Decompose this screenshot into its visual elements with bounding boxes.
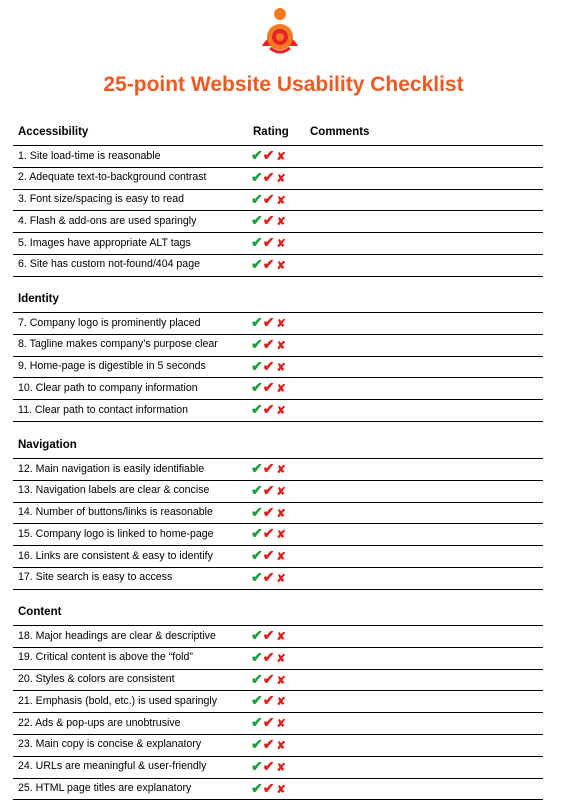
rating-options <box>251 358 286 375</box>
red-x-icon[interactable]: ✘ <box>276 696 286 709</box>
red-x-icon[interactable]: ✘ <box>276 361 286 374</box>
rating-options <box>251 649 286 666</box>
section-navigation <box>13 436 543 590</box>
red-check-icon[interactable]: ✔ <box>262 335 275 352</box>
red-x-icon[interactable]: ✘ <box>276 631 286 643</box>
checklist-item-label: 22. Ads & pop-ups are unobtrusive <box>18 716 181 729</box>
checklist-item-label: 12. Main navigation is easily identifiable <box>18 462 205 475</box>
checklist-item-label: 13. Navigation labels are clear & concise <box>18 484 210 497</box>
red-check-icon[interactable]: ✔ <box>262 255 275 272</box>
checklist-item-label: 8. Tagline makes company’s purpose clear <box>18 338 218 351</box>
checklist-item-label: 2. Adequate text-to-background contrast <box>18 171 207 184</box>
section-accessibility <box>13 123 543 277</box>
green-check-icon[interactable]: ✔ <box>251 692 263 709</box>
checklist-row <box>13 233 543 255</box>
green-check-icon[interactable]: ✔ <box>251 757 263 774</box>
checklist-row <box>13 190 543 212</box>
checklist-logo-icon <box>256 6 304 54</box>
page-title: 25-point Website Usability Checklist <box>103 73 464 96</box>
green-check-icon[interactable]: ✔ <box>251 190 263 207</box>
checklist-item-label: 4. Flash & add-ons are used sparingly <box>18 214 197 227</box>
section-content <box>13 603 543 800</box>
red-check-icon[interactable]: ✔ <box>262 757 275 774</box>
section-header <box>13 123 543 145</box>
checklist-row <box>13 335 543 357</box>
checklist-rows <box>13 145 543 277</box>
red-check-icon[interactable]: ✔ <box>262 234 275 251</box>
red-x-icon[interactable]: ✘ <box>276 718 286 731</box>
checklist-item-label: 16. Links are consistent & easy to identify <box>18 549 213 562</box>
red-check-icon[interactable]: ✔ <box>262 401 275 418</box>
section-header <box>13 603 543 625</box>
checklist-row <box>13 735 543 757</box>
checklist-item-label: 25. HTML page titles are explanatory <box>18 782 192 795</box>
rating-options <box>251 401 286 418</box>
green-check-icon[interactable]: ✔ <box>251 379 263 396</box>
red-x-icon[interactable]: ✘ <box>276 652 286 665</box>
red-check-icon[interactable]: ✔ <box>262 379 275 396</box>
green-check-icon[interactable]: ✔ <box>251 503 263 520</box>
green-check-icon[interactable]: ✔ <box>251 481 263 498</box>
checklist-item-label: 11. Clear path to contact information <box>18 403 188 416</box>
green-check-icon[interactable]: ✔ <box>251 714 263 731</box>
checklist-item-label: 6. Site has custom not-found/404 page <box>18 258 200 271</box>
rating-options <box>251 547 286 564</box>
red-x-icon[interactable]: ✘ <box>276 464 286 476</box>
red-check-icon[interactable]: ✔ <box>262 168 275 185</box>
section-title: Identity <box>18 293 59 305</box>
red-x-icon[interactable]: ✘ <box>276 383 286 396</box>
rating-options <box>251 627 286 644</box>
checklist-item-label: 15. Company logo is linked to home-page <box>18 527 214 540</box>
section-title: Content <box>18 606 62 618</box>
checklist-item-label: 20. Styles & colors are consistent <box>18 673 175 686</box>
checklist-row <box>13 357 543 379</box>
checklist-item-label: 21. Emphasis (bold, etc.) is used sparingly <box>18 694 218 707</box>
checklist-item-label: 14. Number of buttons/links is reasonable <box>18 506 213 519</box>
rating-options <box>251 460 286 477</box>
rating-options <box>251 780 286 797</box>
red-check-icon[interactable]: ✔ <box>262 648 275 665</box>
rating-column-header: Rating <box>253 126 289 138</box>
comments-column-header: Comments <box>310 126 370 138</box>
red-x-icon[interactable]: ✘ <box>276 151 286 163</box>
rating-options <box>251 212 286 229</box>
red-x-icon[interactable]: ✘ <box>276 674 286 687</box>
green-check-icon[interactable]: ✔ <box>251 314 263 330</box>
red-x-icon[interactable]: ✘ <box>276 739 286 752</box>
checklist-row <box>13 757 543 779</box>
checklist-row <box>13 481 543 503</box>
section-header <box>13 436 543 458</box>
red-x-icon[interactable]: ✘ <box>276 551 286 564</box>
rating-options <box>251 314 286 331</box>
red-check-icon[interactable]: ✔ <box>262 190 275 207</box>
rating-options <box>251 504 286 521</box>
section-title: Accessibility <box>18 126 89 138</box>
red-x-icon[interactable]: ✘ <box>276 572 286 585</box>
red-x-icon[interactable]: ✘ <box>276 783 286 796</box>
rating-options <box>251 336 286 353</box>
rating-options <box>251 169 286 186</box>
red-x-icon[interactable]: ✘ <box>276 216 286 229</box>
red-check-icon[interactable]: ✔ <box>262 460 275 476</box>
green-check-icon[interactable]: ✔ <box>251 735 263 752</box>
red-x-icon[interactable]: ✘ <box>276 529 286 542</box>
checklist-rows <box>13 458 543 590</box>
red-x-icon[interactable]: ✘ <box>276 318 286 330</box>
rating-options <box>251 234 286 251</box>
rating-options <box>251 191 286 208</box>
checklist-row <box>13 546 543 568</box>
green-check-icon[interactable]: ✔ <box>251 627 263 643</box>
checklist-row <box>13 691 543 713</box>
red-x-icon[interactable]: ✘ <box>276 194 286 207</box>
checklist-row <box>13 648 543 670</box>
red-check-icon[interactable]: ✔ <box>262 692 275 709</box>
checklist-row <box>13 459 543 481</box>
green-check-icon[interactable]: ✔ <box>251 525 263 542</box>
red-check-icon[interactable]: ✔ <box>262 547 275 564</box>
red-check-icon[interactable]: ✔ <box>262 714 275 731</box>
checklist-row <box>13 400 543 422</box>
rating-options <box>251 671 286 688</box>
red-x-icon[interactable]: ✘ <box>276 339 286 352</box>
red-check-icon[interactable]: ✔ <box>262 627 275 643</box>
green-check-icon[interactable]: ✔ <box>251 357 263 374</box>
red-check-icon[interactable]: ✔ <box>262 314 275 330</box>
checklist-row <box>13 378 543 400</box>
red-x-icon[interactable]: ✘ <box>276 761 286 774</box>
checklist-item-label: 1. Site load-time is reasonable <box>18 149 161 162</box>
checklist-item-label: 5. Images have appropriate ALT tags <box>18 236 191 249</box>
checklist-item-label: 23. Main copy is concise & explanatory <box>18 738 202 751</box>
red-check-icon[interactable]: ✔ <box>262 503 275 520</box>
red-check-icon[interactable]: ✔ <box>262 735 275 752</box>
checklist-row <box>13 524 543 546</box>
green-check-icon[interactable]: ✔ <box>251 547 263 564</box>
checklist-row <box>13 146 543 168</box>
checklist-item-label: 18. Major headings are clear & descriptive <box>18 629 216 642</box>
checklist-item-label: 17. Site search is easy to access <box>18 571 173 584</box>
red-check-icon[interactable]: ✔ <box>262 670 275 687</box>
checklist-item-label: 3. Font size/spacing is easy to read <box>18 193 185 206</box>
section-title: Navigation <box>18 439 77 451</box>
red-x-icon[interactable]: ✘ <box>276 238 286 251</box>
checklist-rows <box>13 625 543 800</box>
green-check-icon[interactable]: ✔ <box>251 147 263 163</box>
red-check-icon[interactable]: ✔ <box>262 357 275 374</box>
checklist-row <box>13 255 543 277</box>
checklist-row <box>13 313 543 335</box>
checklist-item-label: 7. Company logo is prominently placed <box>18 316 201 329</box>
red-x-icon[interactable]: ✘ <box>276 405 286 418</box>
red-check-icon[interactable]: ✔ <box>262 481 275 498</box>
rating-options <box>251 692 286 709</box>
rating-options <box>251 256 286 273</box>
checklist-row <box>13 568 543 590</box>
red-check-icon[interactable]: ✔ <box>262 212 275 229</box>
green-check-icon[interactable]: ✔ <box>251 234 263 251</box>
red-check-icon[interactable]: ✔ <box>262 779 275 796</box>
rating-options <box>251 758 286 775</box>
rating-options <box>251 147 286 164</box>
checklist-item-label: 19. Critical content is above the “fold” <box>18 651 193 664</box>
green-check-icon[interactable]: ✔ <box>251 568 263 585</box>
red-x-icon[interactable]: ✘ <box>276 485 286 498</box>
checklist-row <box>13 626 543 648</box>
red-check-icon[interactable]: ✔ <box>262 147 275 163</box>
green-check-icon[interactable]: ✔ <box>251 255 263 272</box>
rating-options <box>251 569 286 586</box>
green-check-icon[interactable]: ✔ <box>251 212 263 229</box>
checklist-row <box>13 168 543 190</box>
checklist-row <box>13 670 543 692</box>
checklist-item-label: 24. URLs are meaningful & user-friendly <box>18 760 207 773</box>
green-check-icon[interactable]: ✔ <box>251 335 263 352</box>
green-check-icon[interactable]: ✔ <box>251 779 263 796</box>
green-check-icon[interactable]: ✔ <box>251 168 263 185</box>
rating-options <box>251 714 286 731</box>
red-check-icon[interactable]: ✔ <box>262 525 275 542</box>
checklist-row <box>13 211 543 233</box>
rating-options <box>251 379 286 396</box>
red-check-icon[interactable]: ✔ <box>262 568 275 585</box>
red-x-icon[interactable]: ✘ <box>276 259 286 272</box>
checklist-rows <box>13 312 543 422</box>
checklist-row <box>13 713 543 735</box>
checklist-row <box>13 503 543 525</box>
rating-options <box>251 482 286 499</box>
section-header <box>13 290 543 312</box>
checklist-row <box>13 779 543 800</box>
section-identity <box>13 290 543 422</box>
rating-options <box>251 736 286 753</box>
checklist-item-label: 10. Clear path to company information <box>18 381 198 394</box>
red-x-icon[interactable]: ✘ <box>276 172 286 185</box>
checklist-item-label: 9. Home-page is digestible in 5 seconds <box>18 360 206 373</box>
green-check-icon[interactable]: ✔ <box>251 670 263 687</box>
green-check-icon[interactable]: ✔ <box>251 401 263 418</box>
green-check-icon[interactable]: ✔ <box>251 460 263 476</box>
rating-options <box>251 525 286 542</box>
green-check-icon[interactable]: ✔ <box>251 648 263 665</box>
red-x-icon[interactable]: ✘ <box>276 507 286 520</box>
